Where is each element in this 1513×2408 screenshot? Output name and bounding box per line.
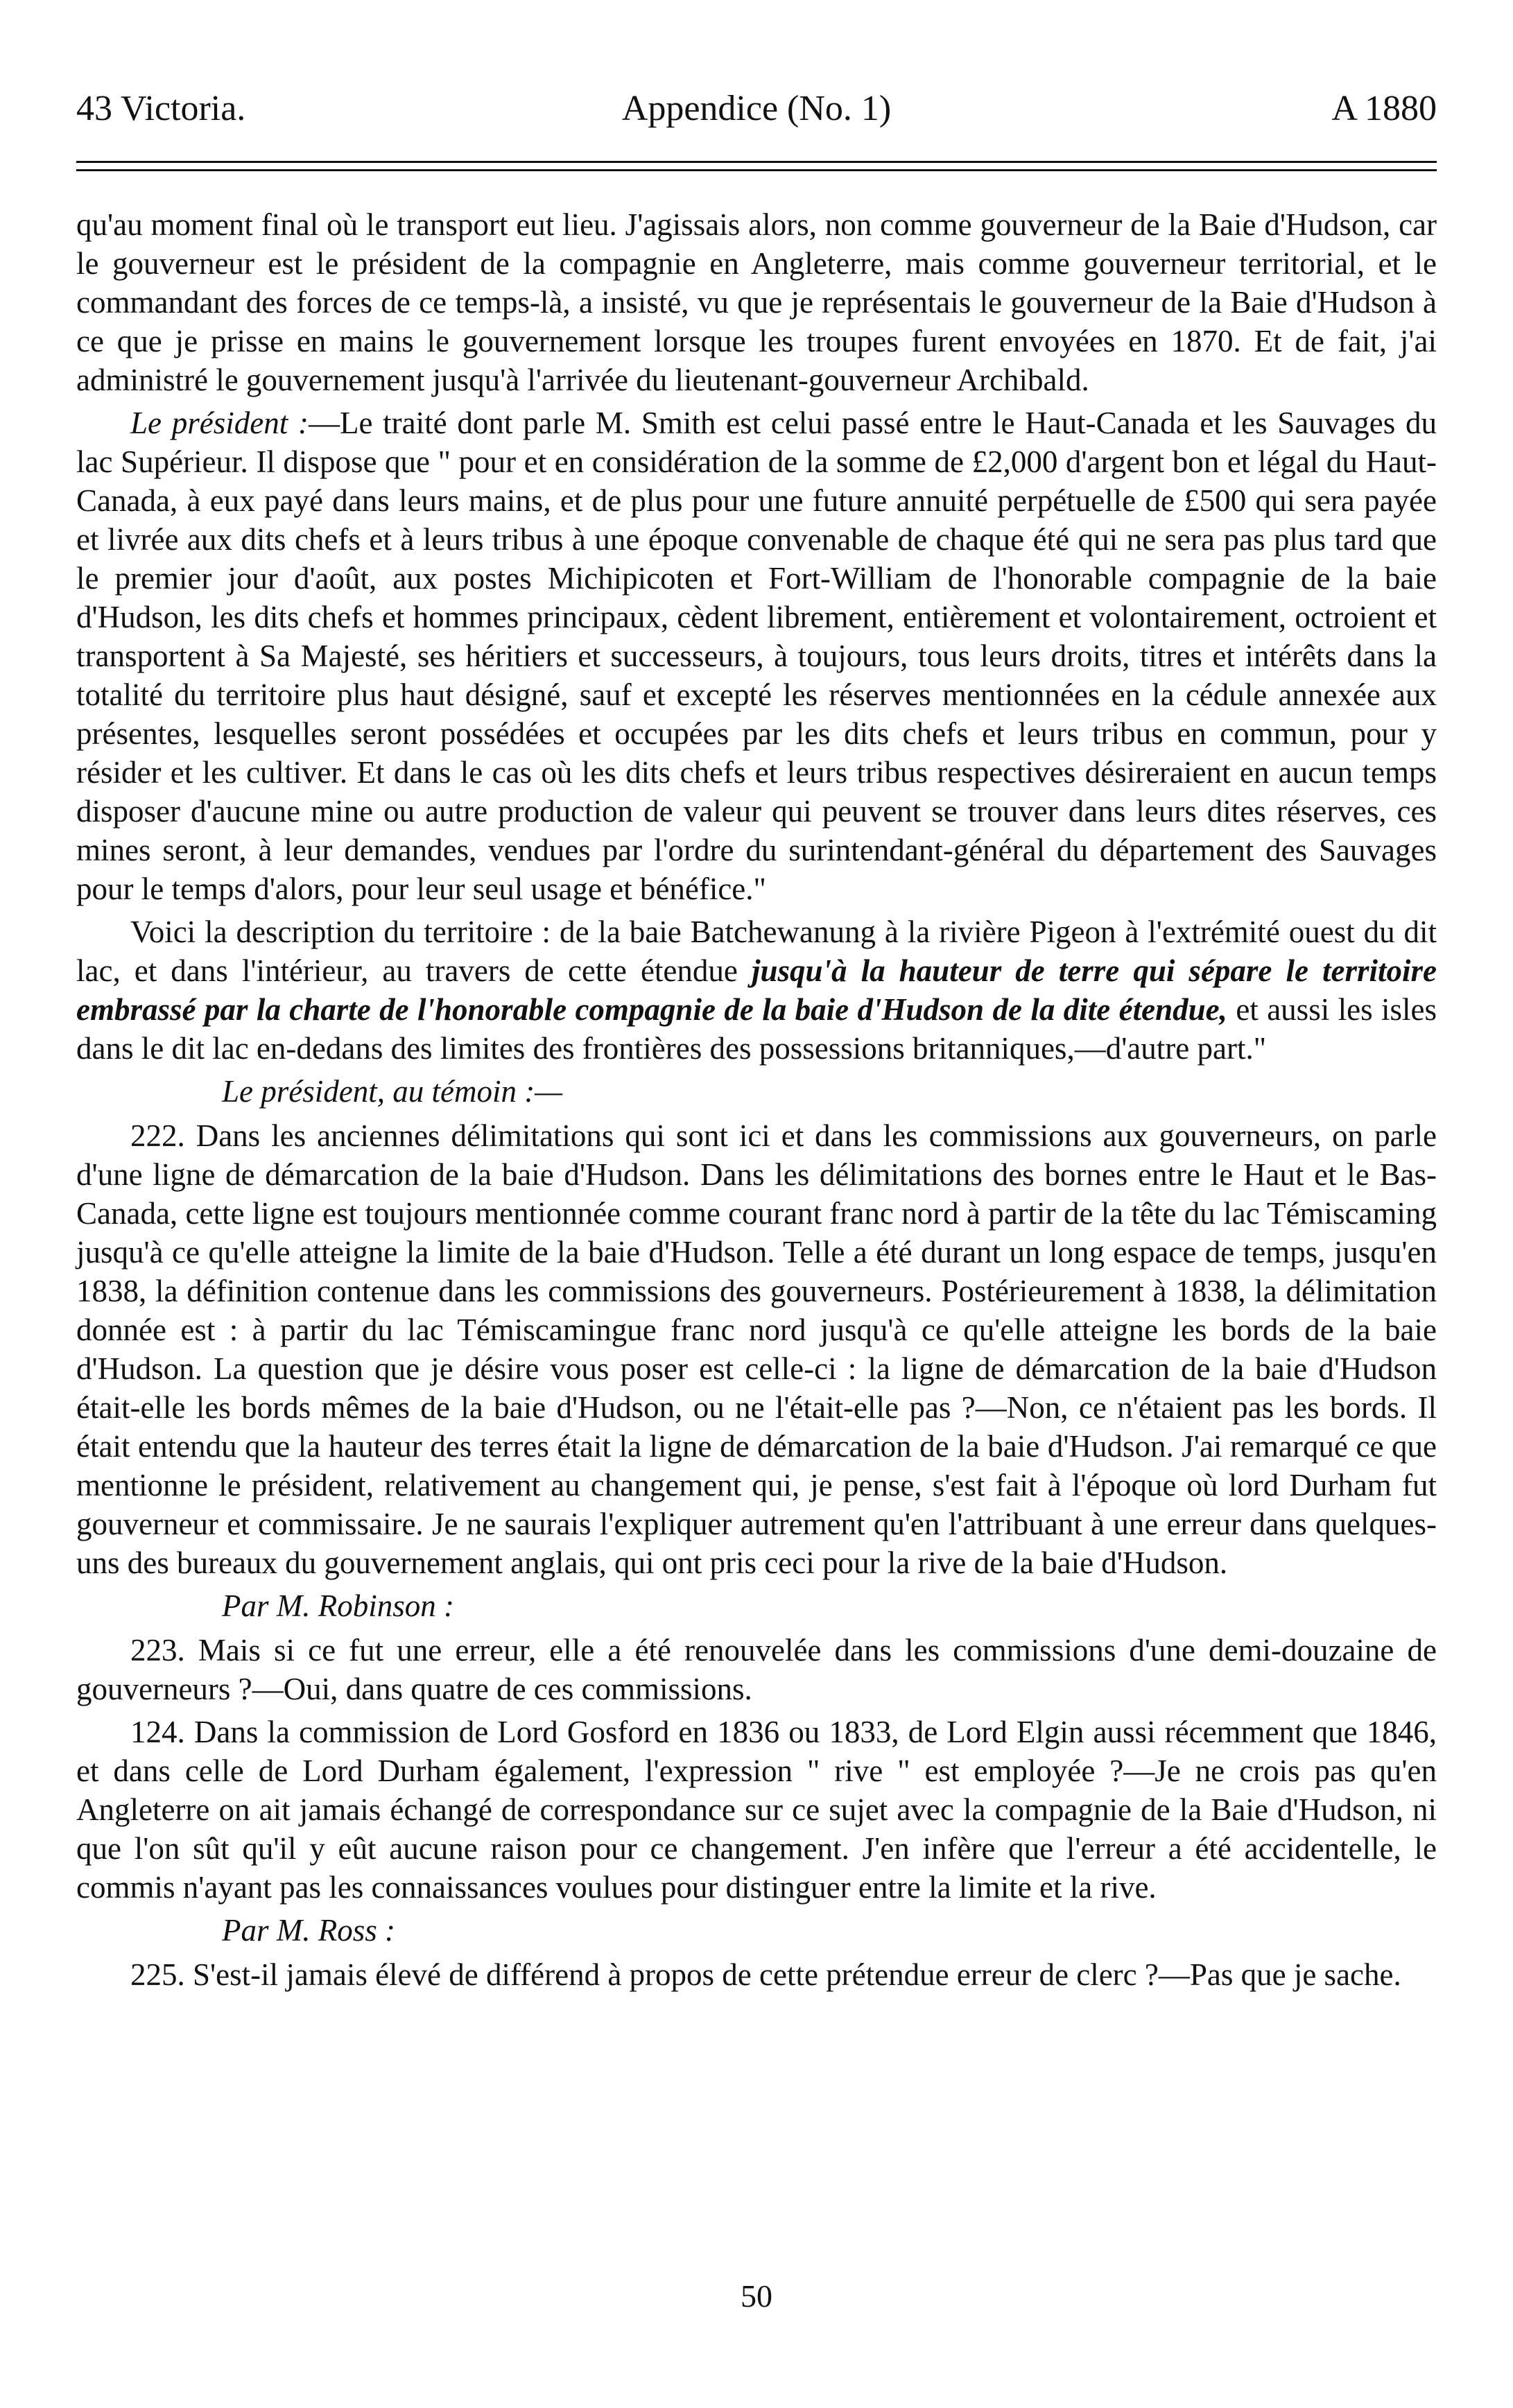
speaker-robinson: Par M. Robinson :: [222, 1588, 454, 1623]
question-223: 223. Mais si ce fut une erreur, elle a été renouvelée dans les commissions d'une demi-douzaine de gouverneurs ?—Oui, dans quatre de ces commissions.: [76, 1633, 1437, 1706]
paragraph-continuation: qu'au moment final où le transport eut lieu. J'agissais alors, non comme gouverneur de la Baie d'Hudson, car le gouverneur est le président de la compagnie en Angleterre, mais comme gouverneur territorial, et le commandant des forces de ce temps-là, a insisté, vu que je représentais le gouverneur de la Baie d'Hudson à ce que je prisse en mains le gouvernement lorsque les troupes furent envoyées en 1870. Et de fait, j'ai administré le gouvernement jusqu'à l'arrivée du lieutenant-gouverneur Archibald.: [76, 207, 1437, 397]
header-rule-bottom: [76, 169, 1437, 171]
speaker-ross: Par M. Ross :: [222, 1913, 395, 1948]
document-body: [76, 205, 1437, 1998]
territory-text-italic: jusqu'à la hauteur de terre qui sépare le territoire embrassé par la charte de l'honorable compagnie de la baie d'Hudson de la dite étendue,: [76, 953, 1437, 1027]
paragraph-president-treaty: [76, 404, 1437, 908]
page-number: 50: [741, 2278, 772, 2314]
question-224: 124. Dans la commission de Lord Gosford en 1836 ou 1833, de Lord Elgin aussi récemment que 1846, et dans celle de Lord Durham également, l'expression " rive " est employée ?—Je ne crois pas qu'en Angleterre on ait jamais échangé de correspondance sur ce sujet avec la compagnie de la Baie d'Hudson, ni que l'on sût qu'il y eût aucune raison pour ce changement. J'en infère que l'erreur a été accidentelle, le commis n'ayant pas les connaissances voulues pour distinguer entre la limite et la rive.: [76, 1715, 1437, 1905]
question-222: 222. Dans les anciennes délimitations qui sont ici et dans les commissions aux gouverneurs, on parle d'une ligne de démarcation de la baie d'Hudson. Dans les délimitations des bornes entre le Haut et le Bas-Canada, cette ligne est toujours mentionnée comme courant franc nord à partir de la tête du lac Témiscaming jusqu'à ce qu'elle atteigne la limite de la baie d'Hudson. Telle a été durant un long espace de temps, jusqu'en 1838, la définition contenue dans les commissions des gouverneurs. Postérieurement à 1838, la délimitation donnée est : à partir du lac Témiscamingue franc nord jusqu'à ce qu'elle atteigne les bords de la baie d'Hudson. La question que je désire vous poser est celle-ci : la ligne de démarcation de la baie d'Hudson était-elle les bords mêmes de la baie d'Hudson, ou ne l'était-elle pas ?—Non, ce n'étaient pas les bords. Il était entendu que la hauteur des terres était la ligne de démarcation de la baie d'Hudson. J'ai remarqué ce que mentionne le président, relativement au changement qui, je pense, s'est fait à l'époque où lord Durham fut gouverneur et commissaire. Je ne saurais l'expliquer autrement qu'en l'attribuant à une erreur dans quelques-uns des bureaux du gouvernement anglais, qui ont pris ceci pour la rive de la baie d'Hudson.: [76, 1118, 1437, 1580]
treaty-quote-text: —Le traité dont parle M. Smith est celui passé entre le Haut-Canada et les Sauvages du lac Supérieur. Il dispose que " pour et en considération de la somme de £2,000 d'argent bon et légal du Haut-Canada, à eux payé dans leurs mains, et de plus pour une future annuité perpétuelle de £500 qui sera payée et livrée aux dits chefs et à leurs tribus à une époque convenable de chaque été qui ne sera pas plus tard que le premier jour d'août, aux postes Michipicoten et Fort-William de l'honorable compagnie de la baie d'Hudson, les dits chefs et hommes principaux, cèdent librement, entièrement et volontairement, octroient et transportent à Sa Majesté, ses héritiers et successeurs, à toujours, tous leurs droits, titres et intérêts dans la totalité du territoire plus haut désigné, sauf et excepté les réserves mentionnées en la cédule annexée aux présentes, lesquelles seront possédées et occupées par les dits chefs et leurs tribus en commun, pour y résider et les cultiver. Et dans le cas où les dits chefs et leurs tribus respectives désireraient en aucun temps disposer d'aucune mine ou autre production de valeur qui peuvent se trouver dans leurs dites réserves, ces mines seront, à leur demandes, vendues par l'ordre du surintendant-général du département des Sauvages pour le temps d'alors, pour leur seul usage et bénéfice.": [76, 406, 1437, 906]
paragraph-territory-description: [76, 912, 1437, 1068]
speaker-president-to-witness: Le président, au témoin :—: [222, 1074, 563, 1109]
header-year: A 1880: [1331, 89, 1437, 128]
speaker-label-president: Le président :: [130, 406, 309, 440]
header-appendix: Appendice (No. 1): [621, 89, 892, 128]
header-session: 43 Victoria.: [76, 89, 246, 128]
territory-text-start: Voici la description du territoire : de la baie Batchewanung à la rivière Pigeon à l'extrémité ouest du dit lac, et dans l'intérieur, au travers de cette étendue: [76, 915, 1437, 988]
running-header: [76, 78, 1437, 140]
territory-text-end: et aussi les isles dans le dit lac en-dedans des limites des frontières des possessions britanniques,—d'autre part.": [76, 992, 1437, 1066]
question-225: 225. S'est-il jamais élevé de différend à propos de cette prétendue erreur de clerc ?—Pas que je sache.: [130, 1957, 1401, 1992]
header-rule-top: [76, 161, 1437, 163]
